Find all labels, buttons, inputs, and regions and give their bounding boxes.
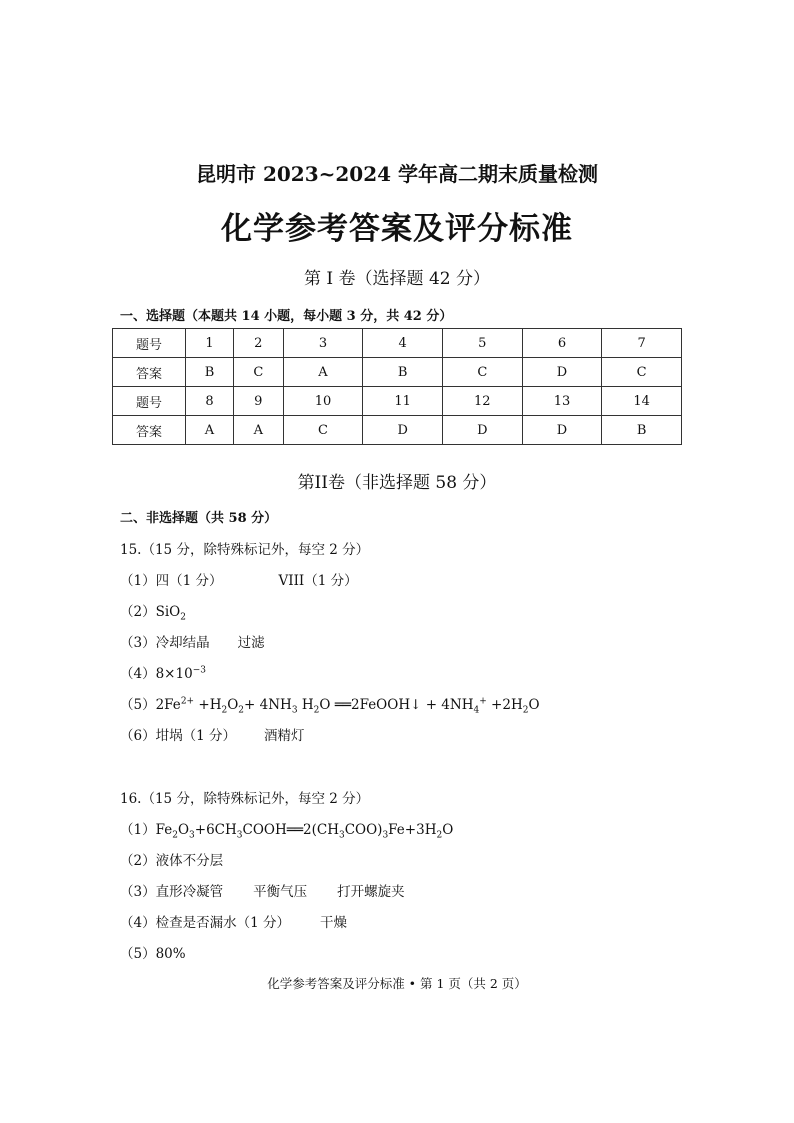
table-cell: D xyxy=(363,416,443,445)
answer-number: （1） xyxy=(120,822,156,838)
answer-number: （3） xyxy=(120,635,156,651)
table-cell: 12 xyxy=(442,387,522,416)
q15-answer-2 xyxy=(120,600,186,623)
answer-text: 平衡气压 xyxy=(253,884,308,900)
answer-number: （5） xyxy=(120,946,156,962)
q16-answer-2 xyxy=(120,849,223,869)
q15-answer-5 xyxy=(120,693,540,716)
table-cell: B xyxy=(363,358,443,387)
table-row xyxy=(113,387,682,416)
q16-answer-4 xyxy=(120,911,347,931)
table-row xyxy=(113,358,682,387)
answer-number: （2） xyxy=(120,604,156,620)
answer-number: （5） xyxy=(120,697,156,713)
table-cell: 8 xyxy=(186,387,234,416)
table-cell: 2 xyxy=(233,329,283,358)
table-cell: 6 xyxy=(522,329,602,358)
part2-section-label: 二、非选择题（共 58 分） xyxy=(120,511,278,526)
table-row xyxy=(113,329,682,358)
part1-section-label: 一、选择题（本题共 14 小题，每小题 3 分，共 42 分） xyxy=(120,309,453,324)
q16-answer-3 xyxy=(120,880,405,900)
answer-text: 坩埚（1 分） xyxy=(155,728,236,744)
row-label: 答案 xyxy=(113,358,186,387)
answer-text: VIII（1 分） xyxy=(278,573,358,589)
row-label: 题号 xyxy=(113,387,186,416)
q15-header: 15.（15 分，除特殊标记外，每空 2 分） xyxy=(120,542,370,558)
table-cell: D xyxy=(522,416,602,445)
table-cell: A xyxy=(283,358,363,387)
table-cell: 3 xyxy=(283,329,363,358)
q15-answer-6 xyxy=(120,724,304,744)
table-cell: C xyxy=(442,358,522,387)
table-cell: C xyxy=(233,358,283,387)
table-cell: 5 xyxy=(442,329,522,358)
table-cell: 9 xyxy=(233,387,283,416)
q15-answer-1 xyxy=(120,569,358,589)
answer-text: 打开螺旋夹 xyxy=(337,884,405,900)
table-cell: C xyxy=(602,358,682,387)
table-cell: 13 xyxy=(522,387,602,416)
table-cell: 11 xyxy=(363,387,443,416)
answer-number: （2） xyxy=(120,853,156,869)
table-cell: 10 xyxy=(283,387,363,416)
answer-number: （3） xyxy=(120,884,156,900)
exam-subtitle: 昆明市 2023~2024 学年高二期末质量检测 xyxy=(195,162,598,186)
answer-text: 检查是否漏水（1 分） xyxy=(155,915,290,931)
table-cell: 7 xyxy=(602,329,682,358)
page-title: 化学参考答案及评分标准 xyxy=(221,211,573,247)
equation: $Fe_2O_3+6CH_3COOH══2(CH_3COO)_3Fe+3H_2O$ xyxy=(155,822,454,841)
answer-text: 干燥 xyxy=(319,915,347,931)
row-label: 题号 xyxy=(113,329,186,358)
answer-text: 四（1 分） xyxy=(155,573,223,589)
table-row xyxy=(113,416,682,445)
table-cell: C xyxy=(283,416,363,445)
equation: $2Fe^{2+} +H_2O_2+ 4NH_3$ $H_2O$ ══2FeOOH↓ + $4NH_4^+ +2H_2O$ xyxy=(155,696,540,716)
answer-number: （6） xyxy=(120,728,156,744)
table-cell: A xyxy=(186,416,234,445)
answer-text: SiO xyxy=(155,604,181,620)
answer-text: 过滤 xyxy=(237,635,265,651)
table-cell: 4 xyxy=(363,329,443,358)
page-footer: 化学参考答案及评分标准 • 第 1 页（共 2 页） xyxy=(267,976,527,991)
answer-text: 80% xyxy=(155,946,186,962)
answer-table xyxy=(112,328,682,445)
answer-number: （4） xyxy=(120,666,156,682)
part2-heading: 第II卷（非选择题 58 分） xyxy=(297,473,497,493)
q15-answer-4 xyxy=(120,662,206,682)
q15-answer-3 xyxy=(120,631,265,651)
answer-text: 酒精灯 xyxy=(263,728,305,744)
answer-subscript: 2 xyxy=(180,612,186,623)
table-cell: B xyxy=(186,358,234,387)
answer-text: 液体不分层 xyxy=(155,853,224,869)
answer-number: （4） xyxy=(120,915,156,931)
answer-text: 直形冷凝管 xyxy=(155,884,224,900)
q16-header: 16.（15 分，除特殊标记外，每空 2 分） xyxy=(120,791,370,807)
answer-number: （1） xyxy=(120,573,156,589)
q16-answer-5 xyxy=(120,942,186,962)
table-cell: A xyxy=(233,416,283,445)
table-cell: 14 xyxy=(602,387,682,416)
table-cell: B xyxy=(602,416,682,445)
q16-answer-1 xyxy=(120,818,453,841)
part1-heading: 第 I 卷（选择题 42 分） xyxy=(304,269,490,289)
row-label: 答案 xyxy=(113,416,186,445)
answer-superscript: −3 xyxy=(192,665,206,676)
table-cell: 1 xyxy=(186,329,234,358)
answer-text: 8×10 xyxy=(155,666,193,682)
table-cell: D xyxy=(522,358,602,387)
table-cell: D xyxy=(442,416,522,445)
answer-text: 冷却结晶 xyxy=(155,635,210,651)
